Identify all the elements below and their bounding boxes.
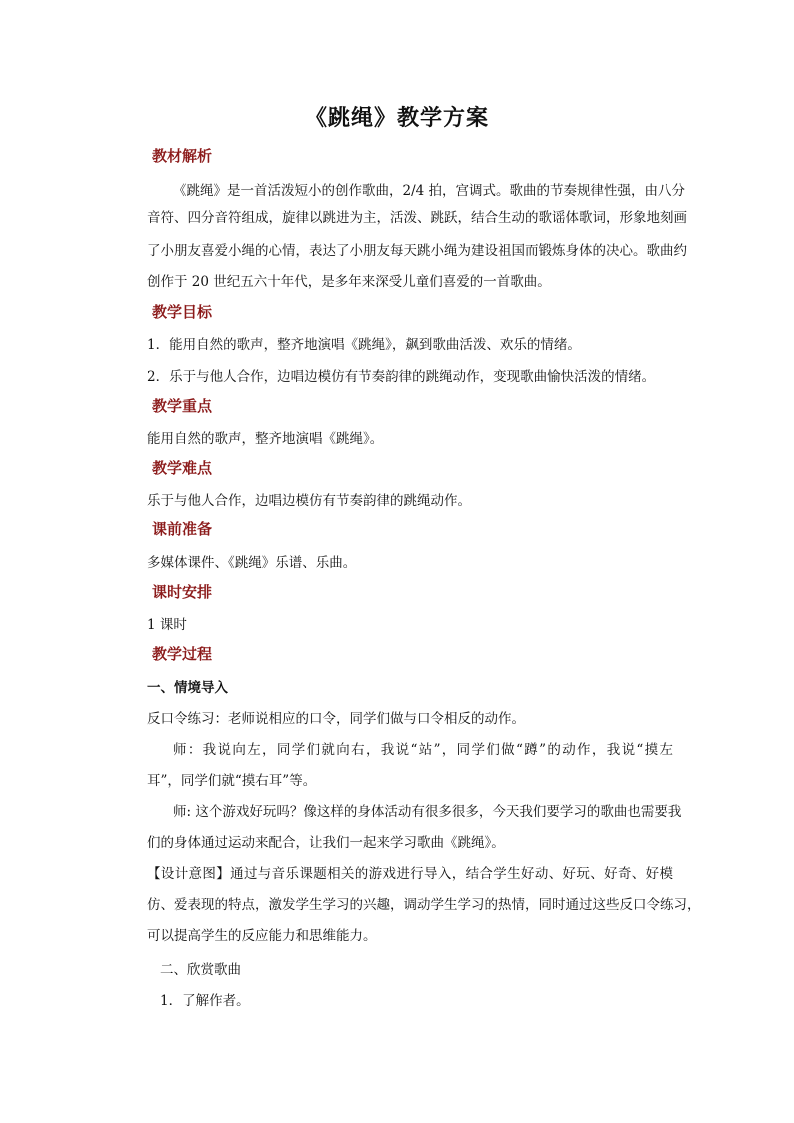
teacher-line-2: 耳”，同学们就“摸右耳”等。	[147, 773, 317, 789]
design-intent-line-1: 【设计意图】通过与音乐课题相关的游戏进行导入，结合学生好动、好玩、好奇、好模	[147, 866, 673, 882]
step2-item-1: 1．了解作者。	[160, 993, 250, 1009]
heading-process: 教学过程	[152, 645, 213, 663]
teacher-line-4: 们的身体通过运动来配合，让我们一起来学习歌曲《跳绳》。	[147, 835, 505, 851]
heading-preparation: 课前准备	[152, 520, 213, 538]
design-intent-line-3: 可以提高学生的反应能力和思维能力。	[147, 928, 377, 944]
document-title: 《跳绳》教学方案	[304, 105, 489, 131]
analysis-line-3: 了小朋友喜爱小绳的心情，表达了小朋友每天跳小绳为建设祖国而锻炼身体的决心。歌曲约	[147, 243, 687, 259]
analysis-line-4: 创作于 20 世纪五六十年代，是多年来深受儿童们喜爱的一首歌曲。	[147, 274, 551, 290]
step2-heading: 二、欣赏歌曲	[160, 962, 241, 978]
heading-goals: 教学目标	[152, 303, 213, 321]
analysis-line-2: 音符、四分音符组成，旋律以跳进为主，活泼、跳跃，结合生动的歌谣体歌词，形象地刻画	[147, 210, 687, 226]
preparation-text: 多媒体课件、《跳绳》乐谱、乐曲。	[147, 555, 357, 571]
schedule-text: 1 课时	[147, 617, 187, 633]
step1-intro: 反口令练习：老师说相应的口令，同学们做与口令相反的动作。	[147, 711, 525, 727]
teacher-line-3: 师: 这个游戏好玩吗？像这样的身体活动有很多很多，今天我们要学习的歌曲也需要我	[173, 804, 682, 820]
key-point-text: 能用自然的歌声，整齐地演唱《跳绳》。	[147, 431, 384, 447]
heading-analysis: 教材解析	[152, 147, 213, 165]
teacher-line-1: 师：我说向左，同学们就向右，我说“站”，同学们做“蹲”的动作，我说“摸左	[173, 742, 673, 758]
design-intent-line-2: 仿、爱表现的特点，激发学生学习的兴趣，调动学生学习的热情，同时通过这些反口令练习，	[147, 897, 701, 913]
step1-heading: 一、情境导入	[147, 680, 228, 696]
heading-difficulty: 教学难点	[152, 459, 213, 477]
goal-item-1: 1．能用自然的歌声，整齐地演唱《跳绳》，飙到歌曲活泼、欢乐的情绪。	[147, 337, 581, 353]
heading-key-point: 教学重点	[152, 397, 213, 415]
difficulty-text: 乐于与他人合作，边唱边模仿有节奏韵律的跳绳动作。	[147, 493, 471, 509]
goal-item-2: 2．乐于与他人合作，边唱边模仿有节奏韵律的跳绳动作，变现歌曲愉快活泼的情绪。	[147, 369, 656, 385]
heading-schedule: 课时安排	[152, 583, 213, 601]
analysis-line-1: 《跳绳》是一首活泼短小的创作歌曲，2/4 拍，宫调式。歌曲的节奏规律性强，由八分	[173, 183, 686, 199]
